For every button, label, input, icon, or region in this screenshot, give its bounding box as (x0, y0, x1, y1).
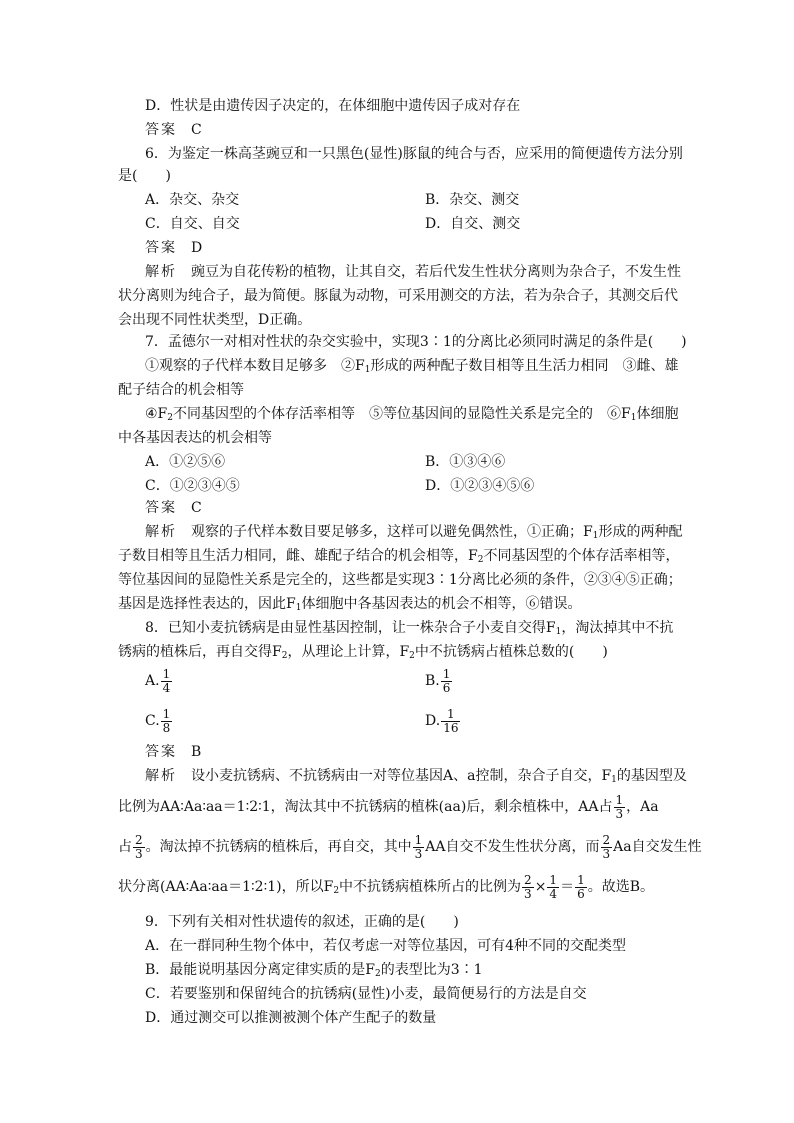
fraction: $\frac{2}{3}$ (524, 872, 532, 901)
q8-solution-line1: 解析 设小麦抗锈病、不抗锈病由一对等位基因A、a控制，杂合子自交，$F_1$的基因型及 (145, 768, 687, 785)
answer-value: B (191, 744, 202, 760)
q8-option-c: C. $\frac{1}{8}$ (145, 706, 171, 735)
q7-solution-line2: 子数目相等且生活力相同，雌、雄配子结合的机会相等，$F_2$不同基因型的个体存活率相等， (118, 548, 680, 565)
q5-answer (145, 120, 707, 140)
q8-solution-line3: 占 $\frac{2}{3}$ 。淘汰掉不抗锈病的植株后，再自交，其中 $\frac{1}{3}$ AA自交不发生性状分离，而 $\frac{2}{3}$ Aa自交发生性 (118, 832, 702, 861)
answer-label: 答案 (145, 122, 177, 138)
q9-stem: 9．下列有关相对性状遗传的叙述，正确的是( ) (145, 914, 459, 930)
q7-option-a: A．①②⑤⑥ (145, 454, 226, 470)
fraction: $\frac{2}{3}$ (135, 832, 143, 861)
q8-stem-line1: 8．已知小麦抗锈病是由显性基因控制，让一株杂合子小麦自交得$F_1$，淘汰掉其中不抗 (145, 620, 674, 637)
q6-solution-line3: 会出现不同性状类型，D正确。 (118, 312, 312, 328)
q9-option-d: D．通过测交可以推测被测个体产生配子的数量 (145, 1010, 437, 1026)
q7-option-b: B．①③④⑥ (425, 454, 506, 470)
q8-option-b: B. $\frac{1}{6}$ (425, 666, 451, 695)
solution-label: 解析 (145, 768, 177, 784)
fraction: $\frac{1}{6}$ (442, 666, 451, 695)
q7-options-row1 (145, 452, 707, 472)
q6-option-b: B．杂交、测交 (425, 192, 520, 208)
q6-answer (145, 238, 707, 258)
fraction: $\frac{1}{3}$ (414, 832, 423, 861)
q8-options-row2 (145, 706, 707, 736)
q6-stem-line2: 是( ) (118, 168, 171, 184)
q5-option-d: D．性状是由遗传因子决定的，在体细胞中遗传因子成对存在 (145, 98, 521, 114)
q9-option-c: C．若要鉴别和保留纯合的抗锈病(显性)小麦，最简便易行的方法是自交 (145, 986, 587, 1002)
solution-label: 解析 (145, 524, 177, 540)
q8-solution-line2: 比例为AA∶Aa∶aa＝1∶2∶1，淘汰其中不抗锈病的植株(aa)后，剩余植株中，AA占 $\frac{1}{3}$ ，Aa (118, 792, 659, 821)
fraction: $\frac{1}{4}$ (162, 666, 171, 695)
q7-solution-line4: 基因是选择性表达的，因此$F_1$体细胞中各基因表达的机会不相等，⑥错误。 (118, 596, 582, 613)
fraction: $\frac{1}{3}$ (615, 792, 624, 821)
answer-value: D (191, 240, 203, 256)
solution-label: 解析 (145, 264, 177, 280)
q6-options-row1 (145, 190, 707, 210)
q6-solution-line1: 解析 豌豆为自花传粉的植物，让其自交，若后代发生性状分离则为杂合子，不发生性 (145, 264, 681, 280)
q6-option-a: A．杂交、杂交 (145, 192, 240, 208)
q7-conditions-line4: 中各基因表达的机会相等 (118, 430, 272, 446)
q7-option-c: C．①②③④⑤ (145, 478, 240, 494)
answer-value: C (191, 122, 202, 138)
q7-option-d: D．①②③④⑤⑥ (425, 478, 535, 494)
q8-option-d: D. $\frac{1}{16}$ (425, 706, 459, 735)
q6-stem-line1: 6．为鉴定一株高茎豌豆和一只黑色(显性)豚鼠的纯合与否，应采用的简便遗传方法分别 (145, 146, 683, 162)
q8-stem-line2: 锈病的植株后，再自交得$F_2$，从理论上计算，$F_2$中不抗锈病占植株总数的( ) (118, 644, 608, 661)
answer-label: 答案 (145, 500, 177, 516)
q6-option-c: C．自交、自交 (145, 216, 240, 232)
q7-conditions-line2: 配子结合的机会相等 (118, 382, 244, 398)
q7-options-row2 (145, 476, 707, 496)
fraction: $\frac{1}{4}$ (549, 872, 558, 901)
q7-solution-line1: 解析 观察的子代样本数目要足够多，这样可以避免偶然性，①正确；$F_1$形成的两种配 (145, 524, 683, 541)
q7-conditions-line3: $④F_2$不同基因型的个体存活率相等 ⑤等位基因间的显隐性关系是完全的 $⑥F_1$体细胞 (145, 406, 679, 423)
fraction: $\frac{1}{8}$ (162, 706, 171, 735)
answer-value: C (191, 500, 202, 516)
q9-option-b: B．最能说明基因分离定律实质的是$F_2$的表型比为3∶1 (145, 962, 483, 979)
q7-stem: 7．孟德尔一对相对性状的杂交实验中，实现3∶1的分离比必须同时满足的条件是( ) (145, 334, 687, 350)
q9-option-a: A．在一群同种生物个体中，若仅考虑一对等位基因，可有4种不同的交配类型 (145, 938, 627, 954)
answer-label: 答案 (145, 240, 177, 256)
fraction: $\frac{1}{16}$ (443, 706, 459, 735)
q6-option-d: D．自交、测交 (425, 216, 521, 232)
q7-conditions-line1: ①观察的子代样本数目足够多 $②F_1$形成的两种配子数目相等且生活力相同 ③雌、雄 (145, 358, 679, 375)
q6-options-row2 (145, 214, 707, 234)
q7-answer (145, 498, 707, 518)
fraction: $\frac{2}{3}$ (602, 832, 611, 861)
q8-answer (145, 742, 707, 762)
q8-solution-line4: 状分离(AA∶Aa∶aa＝1∶2∶1)，所以$F_2$中不抗锈病植株所占的比例为 $\frac{2}{3}$ × $\frac{1}{4}$ ＝ $\frac{1}{6}$ 。故选B。 (118, 872, 654, 901)
answer-label: 答案 (145, 744, 177, 760)
q8-options-row1 (145, 666, 707, 696)
q6-solution-line2: 状分离则为纯合子，最为简便。豚鼠为动物，可采用测交的方法，若为杂合子，其测交后代 (118, 288, 678, 304)
q7-solution-line3: 等位基因间的显隐性关系是完全的，这些都是实现3∶1分离比必须的条件，②③④⑤正确； (118, 572, 682, 588)
q8-option-a: A. $\frac{1}{4}$ (145, 666, 171, 695)
fraction: $\frac{1}{6}$ (577, 872, 585, 901)
